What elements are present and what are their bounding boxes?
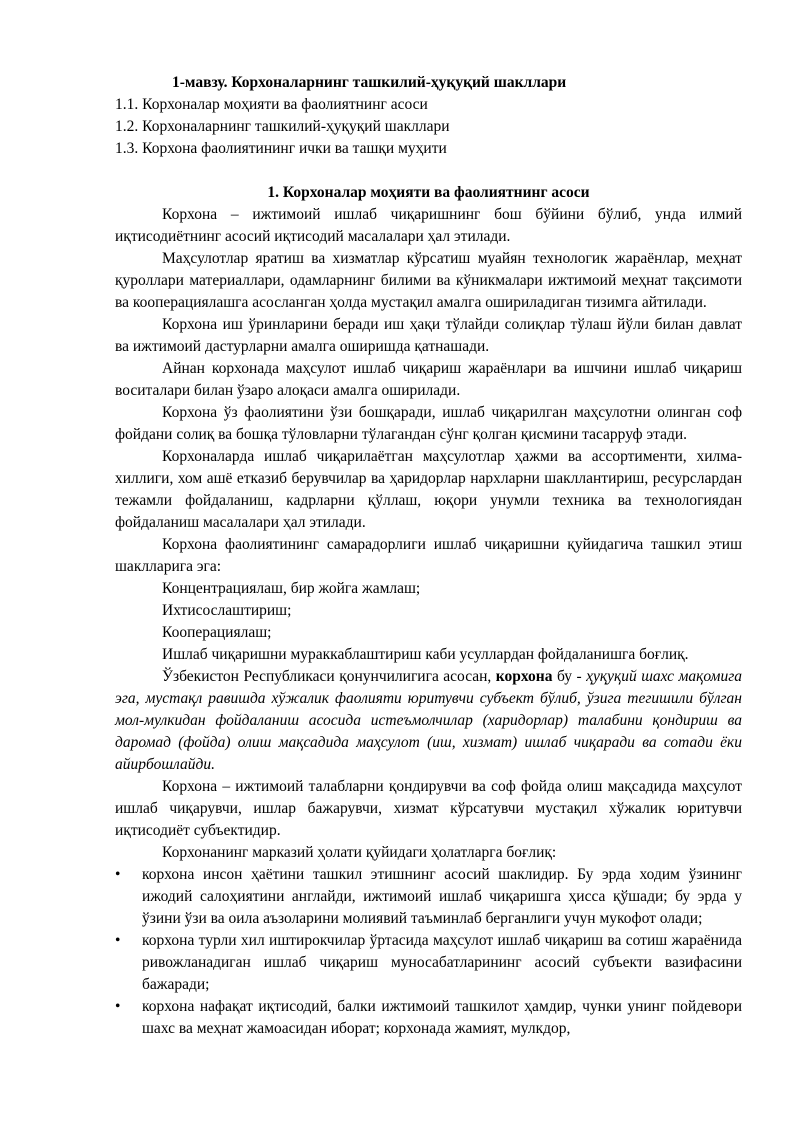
- document-page: [115, 72, 742, 1040]
- toc-item: 1.1. Корхоналар моҳияти ва фаолиятнинг асоси: [115, 96, 428, 113]
- bullet-item: • корхона нафақат иқтисодий, балки ижтимоий ташкилот ҳамдир, чунки унинг пойдевори шахс ва меҳнат жамоасидан иборат; корхонада жамият, мулкдор,: [115, 996, 742, 1040]
- form-list-item: Кооперациялаш;: [162, 624, 272, 641]
- paragraph: Корхона – ижтимоий ишлаб чиқаришнинг бош бўйини бўлиб, унда илмий иқтисодиётнинг асосий иқтисодий масалалари ҳал этилади.: [115, 206, 742, 245]
- paragraph: Айнан корхонада маҳсулот ишлаб чиқариш жараёнлари ва ишчини ишлаб чиқариш воситалари билан ўзаро алоқаси амалга оширилади.: [115, 360, 742, 399]
- form-list-item: Ихтисослаштириш;: [162, 602, 292, 619]
- section-heading: 1. Корхоналар моҳияти ва фаолиятнинг асоси: [267, 184, 590, 201]
- paragraph: Корхоналарда ишлаб чиқарилаётган маҳсулотлар ҳажми ва ассортименти, хилма-хиллиги, хом ашё етказиб берувчилар ва ҳаридорлар нархларни шакллантириш, ресурслардан тежамли фойдаланиш, кадрларни қўллаш, юқори унумли техника ва технологиядан фойдаланиш масалалари ҳал этилади.: [115, 448, 742, 531]
- paragraph: Корхона – ижтимоий талабларни қондирувчи ва соф фойда олиш мақсадида маҳсулот ишлаб чиқарувчи, ишлар бажарувчи, хизмат кўрсатувчи мустақил хўжалик юритувчи иқтисодиёт субъектидир.: [115, 778, 742, 839]
- paragraph: Корхона фаолиятининг самарадорлиги ишлаб чиқаришни қуйидагича ташкил этиш шаклларига эга:: [115, 536, 742, 575]
- bullet-item: • корхона турли хил иштирокчилар ўртасида маҳсулот ишлаб чиқариш ва сотиш жараёнида ривожланадиган ишлаб чиқариш муносабатларининг асосий субъекти вазифасини бажаради;: [115, 930, 742, 996]
- definition-paragraph: [115, 666, 742, 776]
- toc-item: 1.3. Корхона фаолиятининг ички ва ташқи муҳити: [115, 140, 447, 157]
- toc-item: 1.2. Корхоналарнинг ташкилий-ҳуқуқий шакллари: [115, 118, 450, 135]
- form-list-item: Концентрациялаш, бир жойга жамлаш;: [162, 580, 421, 597]
- bullet-list: [115, 864, 742, 1040]
- paragraph: Маҳсулотлар яратиш ва хизматлар кўрсатиш муайян технологик жараёнлар, меҳнат қуроллари материаллари, одамларнинг билими ва кўникмалари ижтимоий меҳнат тақсимоти ва кооперациялашга асосланган ҳолда мустақил амалга ошириладиган тизимга айтилади.: [115, 250, 742, 311]
- definition-lead: Ўзбекистон Республикаси қонунчилигига асосан,: [162, 668, 492, 685]
- paragraph: Корхона ўз фаолиятини ўзи бошқаради, ишлаб чиқарилган маҳсулотни олинган соф фойдани солиқ ва бошқа тўловларни тўлагандан сўнг қолган қисмини тасарруф этади.: [115, 404, 742, 443]
- definition-text: ҳуқуқий шахс мақомига эга, мустақл равишда хўжалик фаолияти юритувчи субъект бўлиб, ўзига тегишили бўлган мол-мулкидан фойдаланиш асосида истеъмолчилар (харидорлар) талабини қондириш ва даромад (фойда) олиш мақсадида маҳсулот (иш, хизмат) ишлаб чиқаради ва сотади ёки айирбошлайди.: [115, 668, 742, 773]
- paragraph: Ишлаб чиқаришни мураккаблаштириш каби усуллардан фойдаланишга боғлиқ.: [162, 646, 689, 663]
- paragraph: Корхонанинг марказий ҳолати қуйидаги ҳолатларга боғлиқ:: [162, 844, 557, 861]
- bullet-item: • корхона инсон ҳаётини ташкил этишнинг асосий шаклидир. Бу эрда ходим ўзининг ижодий салоҳиятини англайди, ижтимоий ишлаб чиқаришга ҳисса қўшади; бу эрда у ўзини ўзи ва оила аъзоларини молиявий таъминлаб берганлиги учун мукофот олади;: [115, 864, 742, 930]
- paragraph: Корхона иш ўринларини беради иш ҳақи тўлайди солиқлар тўлаш йўли билан давлат ва ижтимоий дастурларни амалга оширишда қатнашади.: [115, 316, 742, 355]
- definition-dash: бу -: [552, 668, 587, 685]
- topic-title: 1-мавзу. Корхоналарнинг ташкилий-ҳуқуқий шакллари: [172, 74, 567, 91]
- definition-term: корхона: [495, 668, 553, 685]
